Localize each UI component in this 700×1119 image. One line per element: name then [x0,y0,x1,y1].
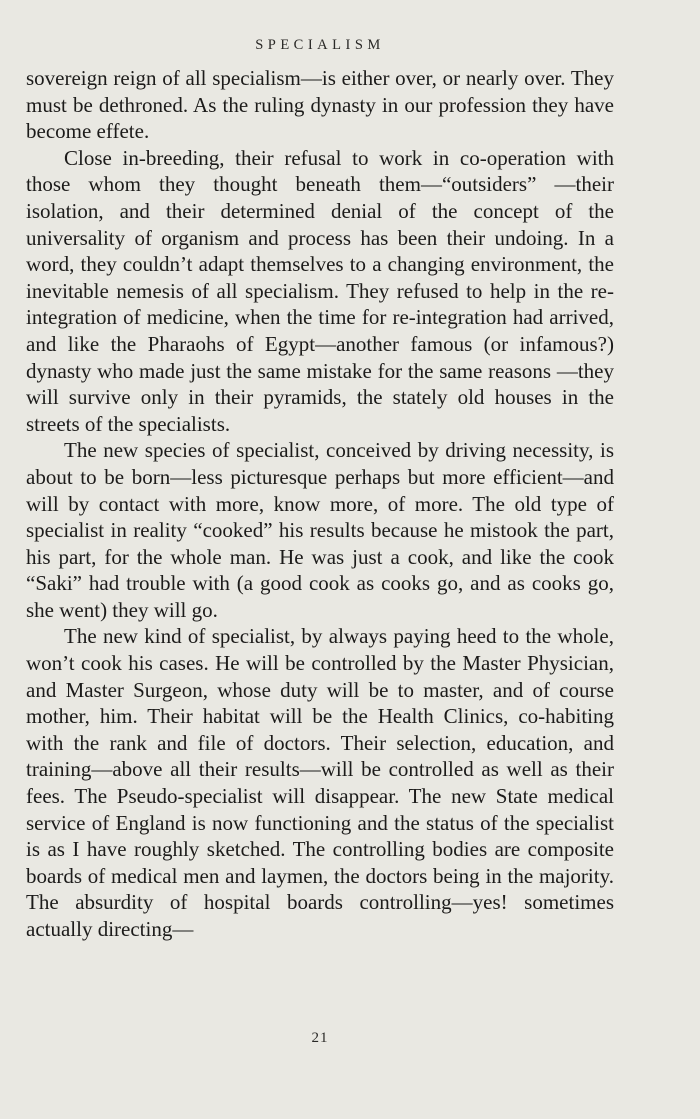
paragraph-inbreeding: Close in-breeding, their refusal to work in co-operation with those whom they thought beneath them—“outsiders” —their isolation, and their determined denial of the concept of the universality of organism and process has been their undoing. In a word, they couldn’t adapt themselves to a changing environment, the inevitable nemesis of all specialism. They refused to help in the re-integration of medicine, when the time for re-integration had arrived, and like the Pharaohs of Egypt—another famous (or infamous?) dynasty who made just the same mistake for the same reasons —they will survive only in their pyramids, the stately old houses in the streets of the specialists. [26,145,614,436]
page-number: 21 [311,1030,329,1046]
running-head: SPECIALISM [255,37,385,53]
paragraph-new-species: The new species of specialist, conceived by driving necessity, is about to be born—less picturesque perhaps but more efficient—and will by contact with more, know more, of more. The old type of specialist in reality “cooked” his results because he mistook the part, his part, for the whole man. He was just a cook, and like the cook “Saki” had trouble with (a good cook as cooks go, and as cooks go, she went) they will go. [26,438,614,622]
paragraph-continuation: sovereign reign of all specialism—is either over, or nearly over. They must be dethroned. As the ruling dynasty in our profession they have become effete. [26,66,614,144]
paragraph-new-kind: The new kind of specialist, by always paying heed to the whole, won’t cook his cases. He will be controlled by the Master Physician, and Master Surgeon, whose duty will be to master, and of course mother, him. Their habitat will be the Health Clinics, co-habiting with the rank and file of doctors. Their selection, education, and training—above all their results—will be controlled as well as their fees. The Pseudo-specialist will disappear. The new State medical service of England is now functioning and the status of the specialist is as I have roughly sketched. The controlling bodies are composite boards of medical men and laymen, the doctors being in the majority. The absurdity of hospital boards controlling—yes! sometimes actually directing— [26,624,614,941]
body-text [26,65,614,943]
book-page [26,0,614,1119]
